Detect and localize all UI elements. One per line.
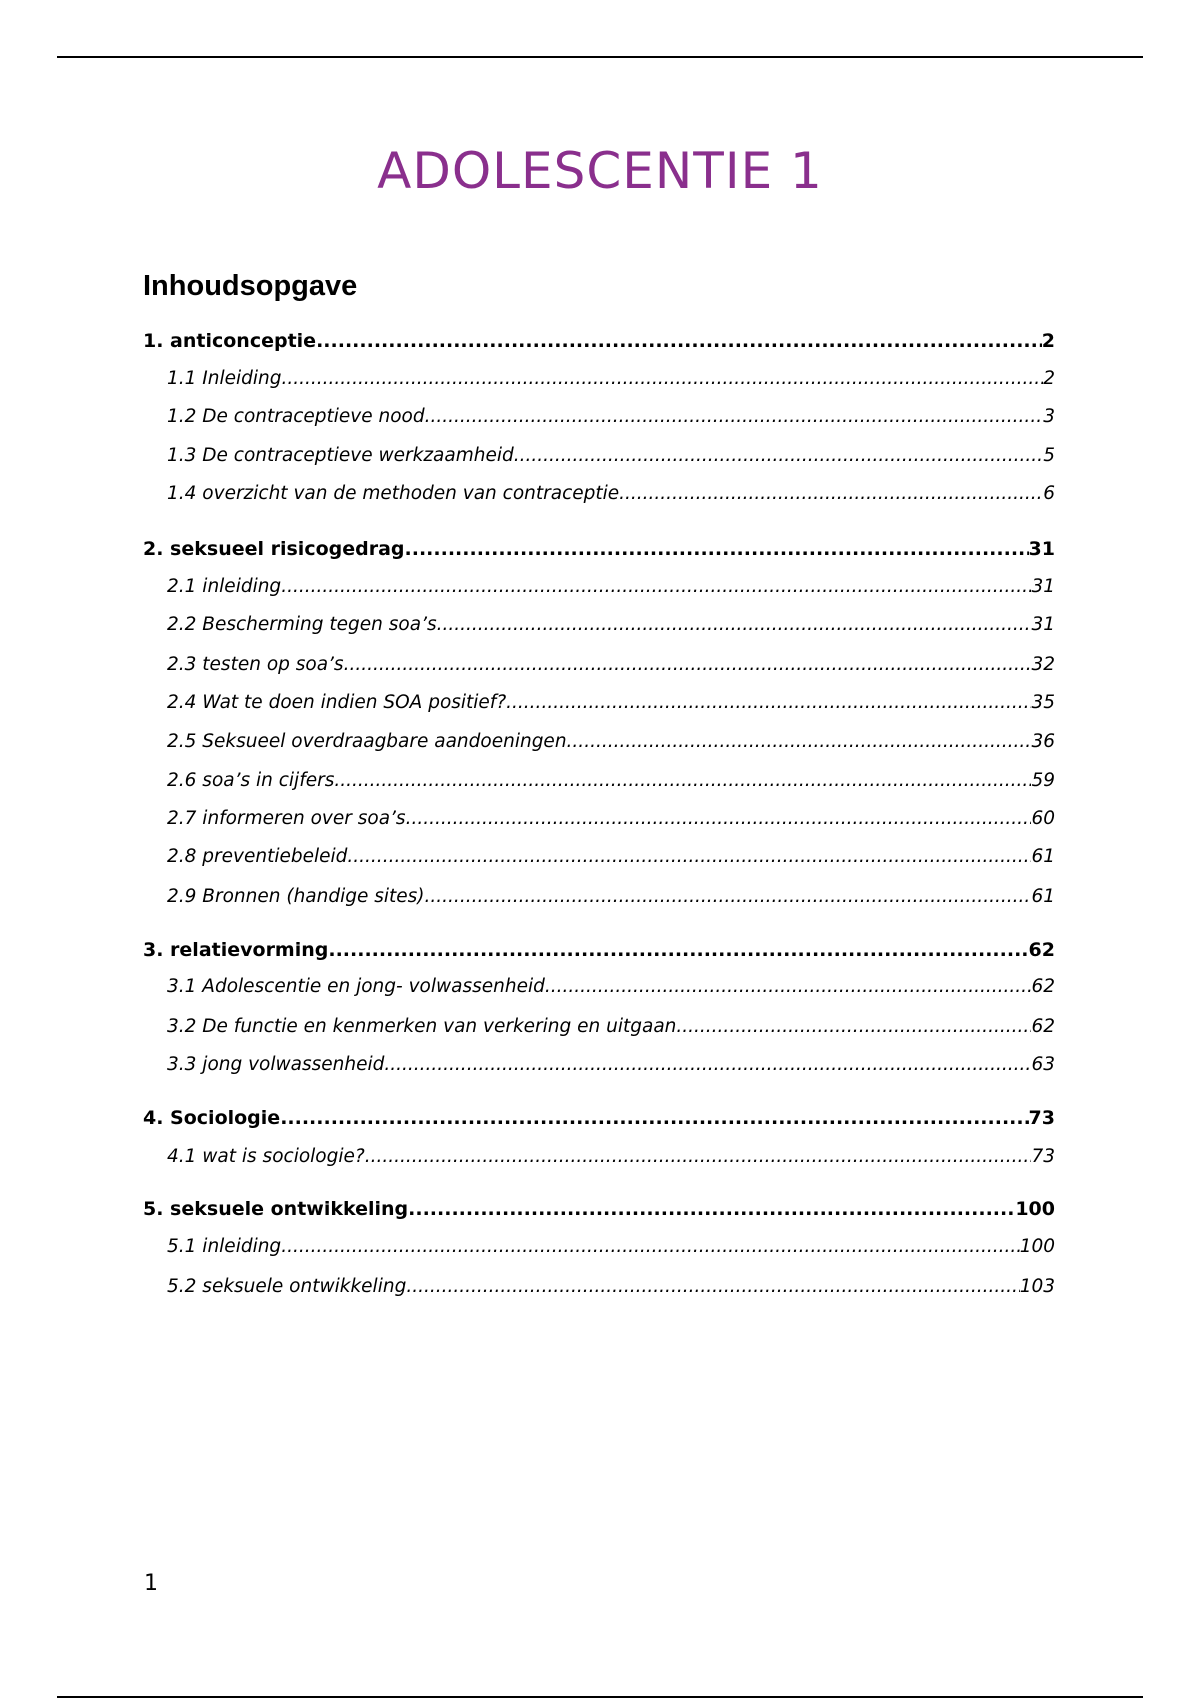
toc-section-1-1[interactable] [143, 368, 1055, 389]
toc-entry-page: 32 [1031, 654, 1055, 675]
toc-entry-page: 100 [1019, 1236, 1055, 1257]
toc-entry-page: 61 [1031, 886, 1055, 907]
toc-entry-page: 2 [1043, 368, 1055, 389]
toc-section-1-2[interactable] [143, 406, 1055, 427]
toc-leader-dots [328, 939, 1028, 961]
toc-entry-label: 4. Sociologie [143, 1107, 281, 1129]
toc-leader-dots [316, 330, 1042, 352]
toc-entry-label: 3.2 De functie en kenmerken van verkering en uitgaan [167, 1016, 677, 1037]
toc-chapter-1[interactable] [143, 330, 1055, 352]
toc-entry-page: 31 [1031, 576, 1055, 597]
toc-entry-label: 2.7 informeren over soa’s [167, 808, 406, 829]
toc-chapter-3[interactable] [143, 939, 1055, 961]
toc-section-2-9[interactable] [143, 886, 1055, 907]
toc-entry-label: 3.1 Adolescentie en jong- volwassenheid [167, 976, 545, 997]
toc-entry-page: 31 [1028, 538, 1055, 560]
toc-entry-label: 1. anticonceptie [143, 330, 317, 352]
toc-leader-dots [545, 976, 1032, 997]
toc-leader-dots [281, 576, 1031, 597]
toc-section-2-4[interactable] [143, 692, 1055, 713]
toc-entry-page: 103 [1019, 1276, 1055, 1297]
toc-section-2-5[interactable] [143, 731, 1055, 752]
toc-leader-dots [437, 614, 1032, 635]
toc-leader-dots [347, 846, 1031, 867]
toc-section-2-2[interactable] [143, 614, 1055, 635]
toc-leader-dots [365, 1146, 1032, 1167]
toc-leader-dots [425, 886, 1032, 907]
toc-leader-dots [408, 1198, 1015, 1220]
toc-entry-label: 3. relatievorming [143, 939, 329, 961]
toc-entry-page: 5 [1043, 445, 1055, 466]
toc-entry-page: 62 [1031, 976, 1055, 997]
toc-section-3-2[interactable] [143, 1016, 1055, 1037]
toc-entry-label: 2.3 testen op soa’s [167, 654, 344, 675]
toc-leader-dots [334, 770, 1031, 791]
toc-leader-dots [281, 1236, 1020, 1257]
toc-section-1-4[interactable] [143, 483, 1055, 504]
toc-section-3-1[interactable] [143, 976, 1055, 997]
toc-entry-page: 63 [1031, 1054, 1055, 1075]
toc-leader-dots [280, 1107, 1028, 1129]
toc-entry-label: 2.2 Bescherming tegen soa’s [167, 614, 437, 635]
toc-entry-page: 62 [1031, 1016, 1055, 1037]
toc-section-2-7[interactable] [143, 808, 1055, 829]
toc-entry-label: 2. seksueel risicogedrag [143, 538, 405, 560]
toc-entry-label: 2.9 Bronnen (handige sites) [167, 886, 425, 907]
toc-chapter-5[interactable] [143, 1198, 1055, 1220]
toc-entry-page: 35 [1031, 692, 1055, 713]
toc-entry-label: 5.1 inleiding [167, 1236, 282, 1257]
toc-section-5-1[interactable] [143, 1236, 1055, 1257]
toc-entry-page: 6 [1043, 483, 1055, 504]
toc-leader-dots [384, 1054, 1031, 1075]
toc-section-4-1[interactable] [143, 1146, 1055, 1167]
toc-section-2-3[interactable] [143, 654, 1055, 675]
toc-section-5-2[interactable] [143, 1276, 1055, 1297]
toc-entry-page: 73 [1031, 1146, 1055, 1167]
toc-section-2-6[interactable] [143, 770, 1055, 791]
toc-entry-label: 4.1 wat is sociologie? [167, 1146, 365, 1167]
toc-entry-page: 2 [1041, 330, 1055, 352]
toc-leader-dots [406, 1276, 1019, 1297]
toc-leader-dots [425, 406, 1044, 427]
toc-entry-label: 2.8 preventiebeleid [167, 846, 348, 867]
toc-leader-dots [344, 654, 1032, 675]
toc-leader-dots [406, 808, 1032, 829]
toc-entry-label: 1.4 overzicht van de methoden van contraceptie [167, 483, 620, 504]
toc-entry-page: 73 [1028, 1107, 1055, 1129]
toc-entry-label: 2.1 inleiding [167, 576, 282, 597]
toc-entry-label: 3.3 jong volwassenheid [167, 1054, 385, 1075]
toc-section-2-1[interactable] [143, 576, 1055, 597]
toc-heading: Inhoudsopgave [143, 270, 358, 302]
toc-entry-page: 100 [1015, 1198, 1055, 1220]
toc-leader-dots [405, 538, 1029, 560]
toc-entry-label: 1.2 De contraceptieve nood [167, 406, 425, 427]
toc-entry-label: 5. seksuele ontwikkeling [143, 1198, 409, 1220]
toc-leader-dots [282, 368, 1044, 389]
toc-leader-dots [676, 1016, 1031, 1037]
document-title: ADOLESCENTIE 1 [377, 142, 823, 200]
toc-leader-dots [506, 692, 1031, 713]
toc-entry-page: 36 [1031, 731, 1055, 752]
toc-entry-label: 1.1 Inleiding [167, 368, 282, 389]
toc-entry-label: 2.4 Wat te doen indien SOA positief? [167, 692, 507, 713]
toc-entry-label: 2.6 soa’s in cijfers [167, 770, 335, 791]
toc-leader-dots [619, 483, 1043, 504]
toc-entry-page: 62 [1028, 939, 1055, 961]
page-number: 1 [144, 1571, 158, 1596]
toc-leader-dots [514, 445, 1043, 466]
toc-entry-page: 59 [1031, 770, 1055, 791]
header-rule [57, 56, 1143, 58]
footer-rule [57, 1696, 1143, 1698]
toc-entry-page: 3 [1043, 406, 1055, 427]
toc-chapter-2[interactable] [143, 538, 1055, 560]
toc-entry-page: 60 [1031, 808, 1055, 829]
toc-entry-label: 2.5 Seksueel overdraagbare aandoeningen [167, 731, 567, 752]
toc-section-1-3[interactable] [143, 445, 1055, 466]
toc-chapter-4[interactable] [143, 1107, 1055, 1129]
toc-leader-dots [567, 731, 1032, 752]
toc-section-3-3[interactable] [143, 1054, 1055, 1075]
toc-entry-label: 5.2 seksuele ontwikkeling [167, 1276, 407, 1297]
toc-entry-page: 31 [1031, 614, 1055, 635]
toc-entry-page: 61 [1031, 846, 1055, 867]
toc-entry-label: 1.3 De contraceptieve werkzaamheid [167, 445, 514, 466]
toc-section-2-8[interactable] [143, 846, 1055, 867]
